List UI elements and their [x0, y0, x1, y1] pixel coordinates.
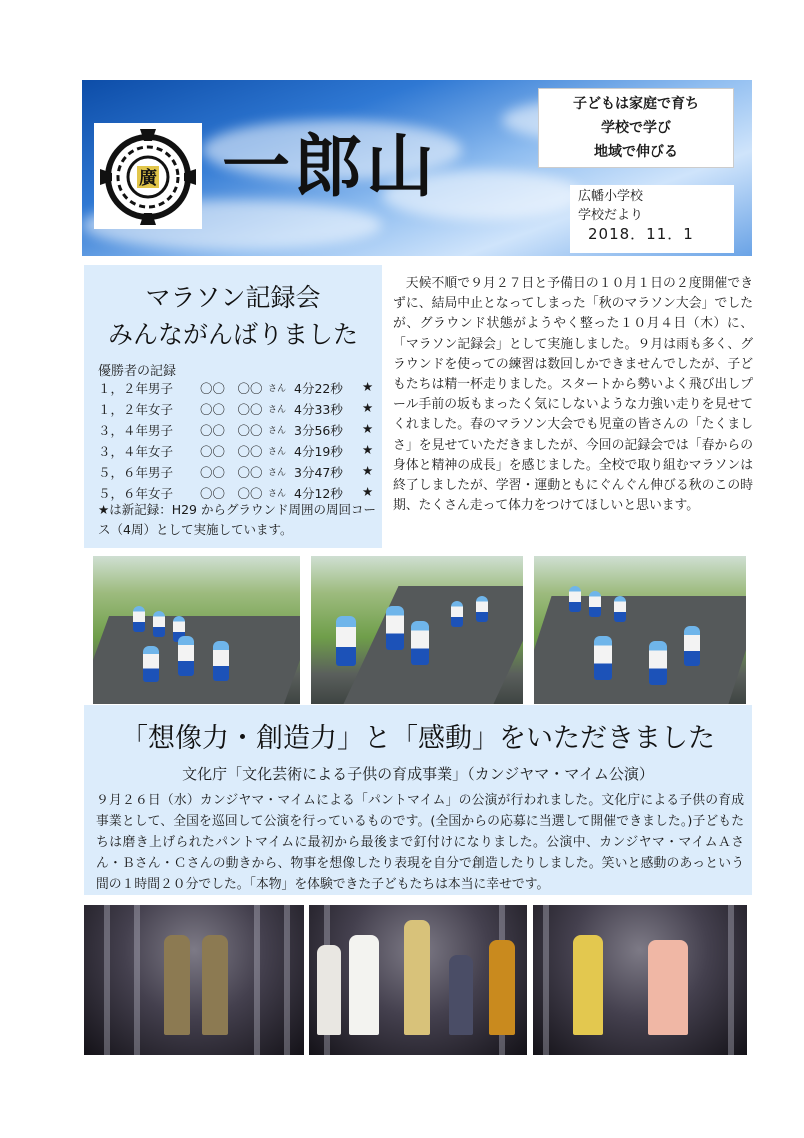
record-grade: １，２年男子 — [98, 381, 174, 396]
marathon-title: マラソン記録会 — [145, 283, 321, 312]
record-honorific: さん — [268, 384, 287, 394]
motto-line: 地域で伸びる — [594, 144, 678, 160]
school-motto — [538, 88, 734, 168]
record-note: ★は新記録：H29 からグラウンド周囲の周回コース（4周）として実施しています。 — [98, 502, 376, 537]
record-time: 4分19秒 — [294, 444, 343, 459]
record-grade: ５，６年男子 — [98, 465, 174, 480]
mime-article: ９月２６日（水）カンジヤマ・マイムによる「パントマイム」の公演が行われました。文化庁による子供の育成事業として、全国を巡回して公演を行っているものです。(全国からの応募に当選して開催できました。)子どもたちは磨き上げられたパントマイムに最初から最後まで釘付けになりました。公演中、カンジヤマ・マイムＡさん・Ｂさん・Ｃさんの動きから、物事を想像したり表現を自分で創造したりしました。笑いと感動のあっという間の１時間２０分でした。「本物」を体験できた子どもたちは本当に幸せです。 — [96, 793, 744, 892]
record-time: 3分56秒 — [294, 423, 343, 438]
mime-photo-1 — [84, 905, 304, 1055]
marathon-subtitle: みんながんばりました — [107, 320, 358, 349]
record-time: 4分33秒 — [294, 402, 343, 417]
school-name: 広幡小学校 — [578, 189, 644, 204]
marathon-photo-3 — [534, 556, 746, 704]
record-name: 〇〇 〇〇 — [200, 465, 263, 480]
record-grade: ３，４年女子 — [98, 444, 174, 459]
winners-label: 優勝者の記録 — [98, 364, 177, 379]
school-emblem — [94, 123, 202, 229]
record-name: 〇〇 〇〇 — [200, 423, 263, 438]
record-grade: ３，４年男子 — [98, 423, 174, 438]
record-grade: １，２年女子 — [98, 402, 174, 417]
record-name: 〇〇 〇〇 — [200, 444, 263, 459]
record-star: ★ — [362, 400, 374, 415]
record-honorific: さん — [268, 447, 287, 457]
emblem-character: 廣 — [139, 168, 157, 189]
record-star: ★ — [362, 484, 374, 499]
newsletter-label: 学校だより — [578, 208, 644, 223]
issue-date: 2018．11．1 — [588, 225, 694, 243]
marathon-article: 天候不順で９月２７日と予備日の１０月１日の２度開催できずに、結局中止となってしまった「秋のマラソン大会」でしたが、グラウンド状態がようやく整った１０月４日（木）に、「マラソン記録会」として実施しました。９月は雨も多く、グラウンドを使っての練習は数回しかできませんでしたが、子どもたちは精一杯走りました。スタートから勢いよく飛び出しプール手前の坂もまったく気にしないような力強い走りを見せてくれました。春のマラソン大会でも児童の皆さんの「たくましさ」を見せていただきましたが、今回の記録会では「春からの身体と精神の成長」を感じました。全校で取り組むマラソンは終了しましたが、学習・運動ともにぐんぐん伸びる秋のこの時期、たくさん走って体力をつけてほしいと思います。 — [393, 276, 753, 514]
record-honorific: さん — [268, 426, 287, 436]
record-name: 〇〇 〇〇 — [200, 381, 263, 396]
record-name: 〇〇 〇〇 — [200, 402, 263, 417]
mime-photo-3 — [533, 905, 747, 1055]
school-info — [570, 185, 734, 253]
record-name: 〇〇 〇〇 — [200, 486, 263, 501]
record-grade: ５，６年女子 — [98, 486, 174, 501]
record-time: 3分47秒 — [294, 465, 343, 480]
record-star: ★ — [362, 379, 374, 394]
mime-heading: 「想像力・創造力」と「感動」をいただきました — [121, 723, 715, 754]
record-time: 4分22秒 — [294, 381, 343, 396]
motto-line: 子どもは家庭で育ち — [573, 96, 699, 112]
record-honorific: さん — [268, 489, 287, 499]
record-star: ★ — [362, 442, 374, 457]
marathon-photo-1 — [93, 556, 300, 704]
record-star: ★ — [362, 421, 374, 436]
newsletter-title: 一郎山 — [222, 128, 439, 207]
mime-photo-2 — [309, 905, 527, 1055]
record-honorific: さん — [268, 405, 287, 415]
record-time: 4分12秒 — [294, 486, 343, 501]
motto-line: 学校で学び — [601, 120, 671, 136]
record-star: ★ — [362, 463, 374, 478]
marathon-photo-2 — [311, 556, 523, 704]
mime-subheading: 文化庁「文化芸術による子供の育成事業」（カンジヤマ・マイム公演） — [182, 765, 654, 783]
record-honorific: さん — [268, 468, 287, 478]
